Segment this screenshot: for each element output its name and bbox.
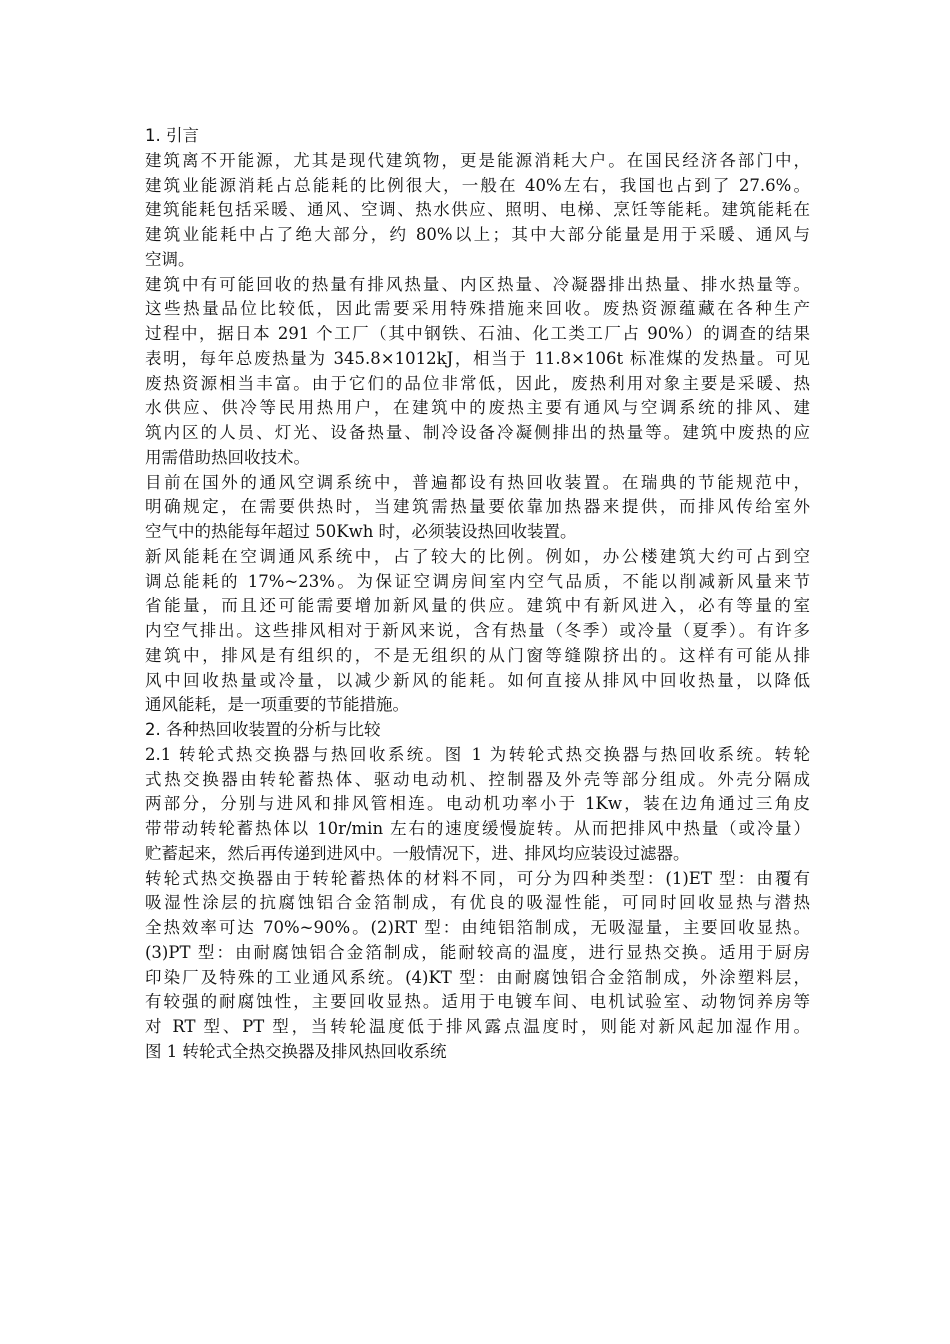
text-line: 2. 各种热回收装置的分析与比较	[145, 720, 381, 739]
text-line: 省能量，而且还可能需要增加新风量的供应。建筑中有新风进入，必有等量的室	[145, 596, 810, 616]
text-line: 目前在国外的通风空调系统中，普遍都设有热回收装置。在瑞典的节能规范中，	[145, 472, 810, 492]
text-line: 新风能耗在空调通风系统中，占了较大的比例。例如，办公楼建筑大约可占到空	[145, 546, 810, 566]
text-line: 建筑业能耗中占了绝大部分，约 80%以上；其中大部分能量是用于采暖、通风与	[145, 225, 810, 244]
text-line: 对 RT 型、PT 型，当转轮温度低于排风露点温度时，则能对新风起加湿作用。	[145, 1017, 810, 1036]
text-line: 建筑能耗包括采暖、通风、空调、热水供应、照明、电梯、烹饪等能耗。建筑能耗在	[145, 200, 810, 220]
text-line: 筑内区的人员、灯光、设备热量、制冷设备冷凝侧排出的热量等。建筑中废热的应	[145, 423, 810, 442]
text-line: 带带动转轮蓄热体以 10r/min 左右的速度缓慢旋转。从而把排风中热量（或冷量）	[145, 819, 810, 838]
text-line: 建筑中，排风是有组织的，不是无组织的从门窗等缝隙挤出的。这样有可能从排	[145, 645, 810, 665]
text-line: 表明，每年总废热量为 345.8×1012kJ，相当于 11.8×106t 标准煤的发热量。可见	[145, 348, 810, 368]
text-line: 废热资源相当丰富。由于它们的品位非常低，因此，废热利用对象主要是采暖、热	[145, 373, 810, 393]
text-line: 空气中的热能每年超过 50Kwh 时，必须装设热回收装置。	[145, 522, 577, 541]
text-line: 调总能耗的 17%~23%。为保证空调房间室内空气品质，不能以削减新风量来节	[145, 571, 810, 591]
text-line: 过程中，据日本 291 个工厂（其中钢铁、石油、化工类工厂占 90%）的调查的结果	[145, 324, 810, 343]
text-line: 图 1 转轮式全热交换器及排风热回收系统	[145, 1041, 447, 1061]
text-line: 这些热量品位比较低，因此需要采用特殊措施来回收。废热资源蕴藏在各种生产	[145, 299, 810, 319]
text-line: 通风能耗，是一项重要的节能措施。	[145, 695, 409, 715]
text-line: 转轮式热交换器由于转轮蓄热体的材料不同，可分为四种类型：(1)ET 型：由覆有	[145, 868, 810, 888]
text-line: 建筑离不开能源，尤其是现代建筑物，更是能源消耗大户。在国民经济各部门中，	[145, 150, 810, 170]
text-line: 建筑业能源消耗占总能耗的比例很大，一般在 40%左右，我国也占到了 27.6%。	[145, 175, 810, 195]
text-line: 2.1 转轮式热交换器与热回收系统。图 1 为转轮式热交换器与热回收系统。转轮	[145, 744, 810, 764]
text-line: 吸湿性涂层的抗腐蚀铝合金箔制成，有优良的吸湿性能，可同时回收显热与潜热	[145, 893, 810, 913]
text-line: 建筑中有可能回收的热量有排风热量、内区热量、冷凝器排出热量、排水热量等。	[145, 274, 810, 294]
text-line: 空调。	[145, 249, 195, 269]
text-line: 风中回收热量或冷量，以减少新风的能耗。如何直接从排风中回收热量，以降低	[145, 670, 810, 690]
text-line: 水供应、供冷等民用热用户，在建筑中的废热主要有通风与空调系统的排风、建	[145, 398, 810, 418]
text-lines	[145, 124, 810, 1065]
text-line: 内空气排出。这些排风相对于新风来说，含有热量（冬季）或冷量（夏季）。有许多	[145, 621, 810, 640]
text-line: 全热效率可达 70%~90%。(2)RT 型：由纯铝箔制成，无吸湿量，主要回收显热。	[145, 918, 810, 937]
text-line: 1. 引言	[145, 126, 199, 145]
text-line: 两部分，分别与进风和排风管相连。电动机功率小于 1Kw，装在边角通过三角皮	[145, 794, 810, 814]
text-line: 式热交换器由转轮蓄热体、驱动电动机、控制器及外壳等部分组成。外壳分隔成	[145, 769, 810, 789]
text-line: 贮蓄起来，然后再传递到进风中。一般情况下，进、排风均应装设过滤器。	[145, 843, 690, 863]
text-line: 有较强的耐腐蚀性，主要回收显热。适用于电镀车间、电机试验室、动物饲养房等	[145, 992, 810, 1012]
text-line: 用需借助热回收技术。	[145, 447, 310, 467]
text-line: 印染厂及特殊的工业通风系统。(4)KT 型：由耐腐蚀铝合金箔制成，外涂塑料层，	[145, 967, 810, 987]
text-line: (3)PT 型：由耐腐蚀铝合金箔制成，能耐较高的温度，进行显热交换。适用于厨房	[145, 942, 810, 962]
text-line: 明确规定，在需要供热时，当建筑需热量要依靠加热器来提供，而排风传给室外	[145, 497, 810, 517]
document-body	[145, 124, 810, 1065]
